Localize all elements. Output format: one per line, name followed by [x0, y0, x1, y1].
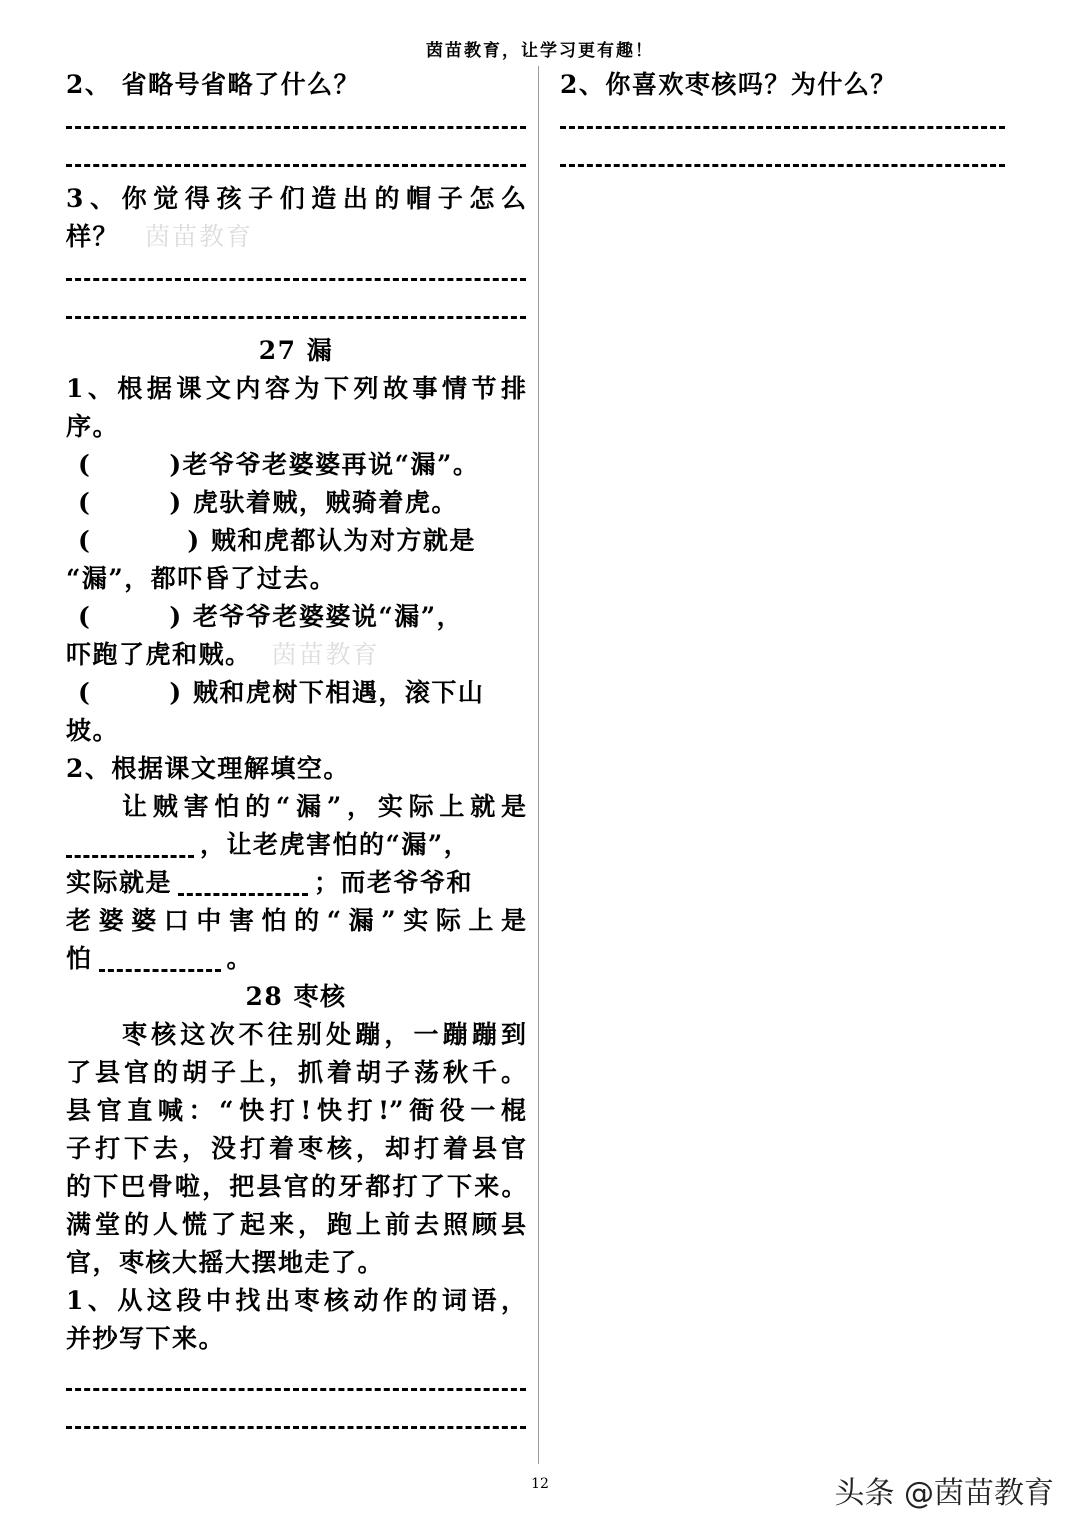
passage-line: 县官直喊：“快打!快打!”衙役一棍	[66, 1096, 526, 1125]
answer-line	[66, 142, 526, 180]
question-hat-cont	[66, 218, 526, 256]
passage-line: 官，枣核大摇大摆地走了。	[66, 1248, 385, 1277]
order-item	[66, 446, 526, 484]
order-item	[66, 484, 526, 522]
order-item-text: ) 贼和虎树下相遇，滚下山	[169, 678, 485, 707]
question-ellipsis: 2、 省略号省略了什么？	[66, 70, 361, 99]
fill-line: 让贼害怕的“漏”，实际上就是	[122, 792, 526, 821]
answer-line	[66, 294, 526, 332]
order-item-text: ) 老爷爷老婆婆说“漏”，	[169, 602, 464, 631]
l28-question-1: 1、从这段中找出枣核动作的词语，	[66, 1286, 526, 1315]
order-item-text: ) 贼和虎都认为对方就是	[187, 526, 476, 555]
fill-text: 怕	[66, 944, 93, 973]
passage-line: 了县官的胡子上，抓着胡子荡秋千。	[66, 1058, 526, 1087]
fill-text: 实际就是	[66, 868, 173, 897]
order-item-cont: “漏”，都吓昏了过去。	[66, 564, 337, 593]
answer-line	[66, 1366, 526, 1404]
open-paren: (	[78, 526, 92, 555]
open-paren: (	[78, 678, 92, 707]
answer-line	[66, 256, 526, 294]
order-item	[66, 598, 526, 636]
watermark-text: 茵苗教育	[271, 640, 380, 669]
page-number: 12	[531, 1476, 549, 1492]
l27-question-1-cont: 序。	[66, 412, 120, 441]
answer-line	[66, 1404, 526, 1442]
l27-question-2: 2、根据课文理解填空。	[66, 754, 350, 783]
source-credit: 头条 @茵苗教育	[834, 1476, 1054, 1511]
watermark-text: 茵苗教育	[145, 222, 254, 251]
lesson-28-title: 28 枣核	[245, 982, 347, 1011]
fill-blank	[66, 835, 194, 858]
fill-text: 。	[226, 944, 254, 973]
fill-blank	[99, 949, 221, 972]
passage-line: 子打下去，没打着枣核，却打着县官	[66, 1134, 526, 1163]
fill-line	[66, 940, 526, 978]
right-column	[560, 66, 1005, 180]
page-header: 茵苗教育，让学习更有趣！	[426, 41, 654, 61]
open-paren: (	[78, 488, 92, 517]
fill-line	[66, 826, 526, 864]
order-item	[66, 522, 526, 560]
l27-question-1: 1、根据课文内容为下列故事情节排	[66, 374, 526, 403]
answer-line	[560, 104, 1005, 142]
order-item-cont	[66, 636, 526, 674]
order-item	[66, 674, 526, 712]
answer-line	[66, 104, 526, 142]
question-hat: 3、你觉得孩子们造出的帽子怎么	[66, 184, 526, 213]
order-item-cont: 坡。	[66, 716, 120, 745]
order-item-text: )老爷爷老婆婆再说“漏”。	[169, 450, 480, 479]
l28-question-1-cont: 并抄写下来。	[66, 1324, 226, 1353]
fill-text: ；而老爷爷和	[314, 868, 474, 897]
fill-line	[66, 864, 526, 902]
left-column	[66, 66, 526, 1442]
passage-line: 满堂的人慌了起来，跑上前去照顾县	[66, 1210, 526, 1239]
open-paren: (	[78, 450, 92, 479]
column-divider	[538, 66, 539, 1464]
fill-line: 老婆婆口中害怕的“漏”实际上是	[66, 906, 526, 935]
fill-text: ，让老虎害怕的“漏”，	[200, 830, 471, 859]
passage-line: 的下巴骨啦，把县官的牙都打了下来。	[66, 1172, 526, 1201]
open-paren: (	[78, 602, 92, 631]
order-item-text: ) 虎驮着贼，贼骑着虎。	[169, 488, 458, 517]
order-item-cont-text: 吓跑了虎和贼。	[66, 640, 252, 669]
answer-line	[560, 142, 1005, 180]
fill-blank	[178, 873, 308, 896]
passage-line: 枣核这次不往别处蹦，一蹦蹦到	[122, 1020, 526, 1049]
lesson-27-title: 27 漏	[258, 336, 334, 365]
question-like-zaohe: 2、你喜欢枣核吗？为什么？	[560, 70, 897, 99]
question-hat-tail: 样？	[66, 222, 120, 251]
